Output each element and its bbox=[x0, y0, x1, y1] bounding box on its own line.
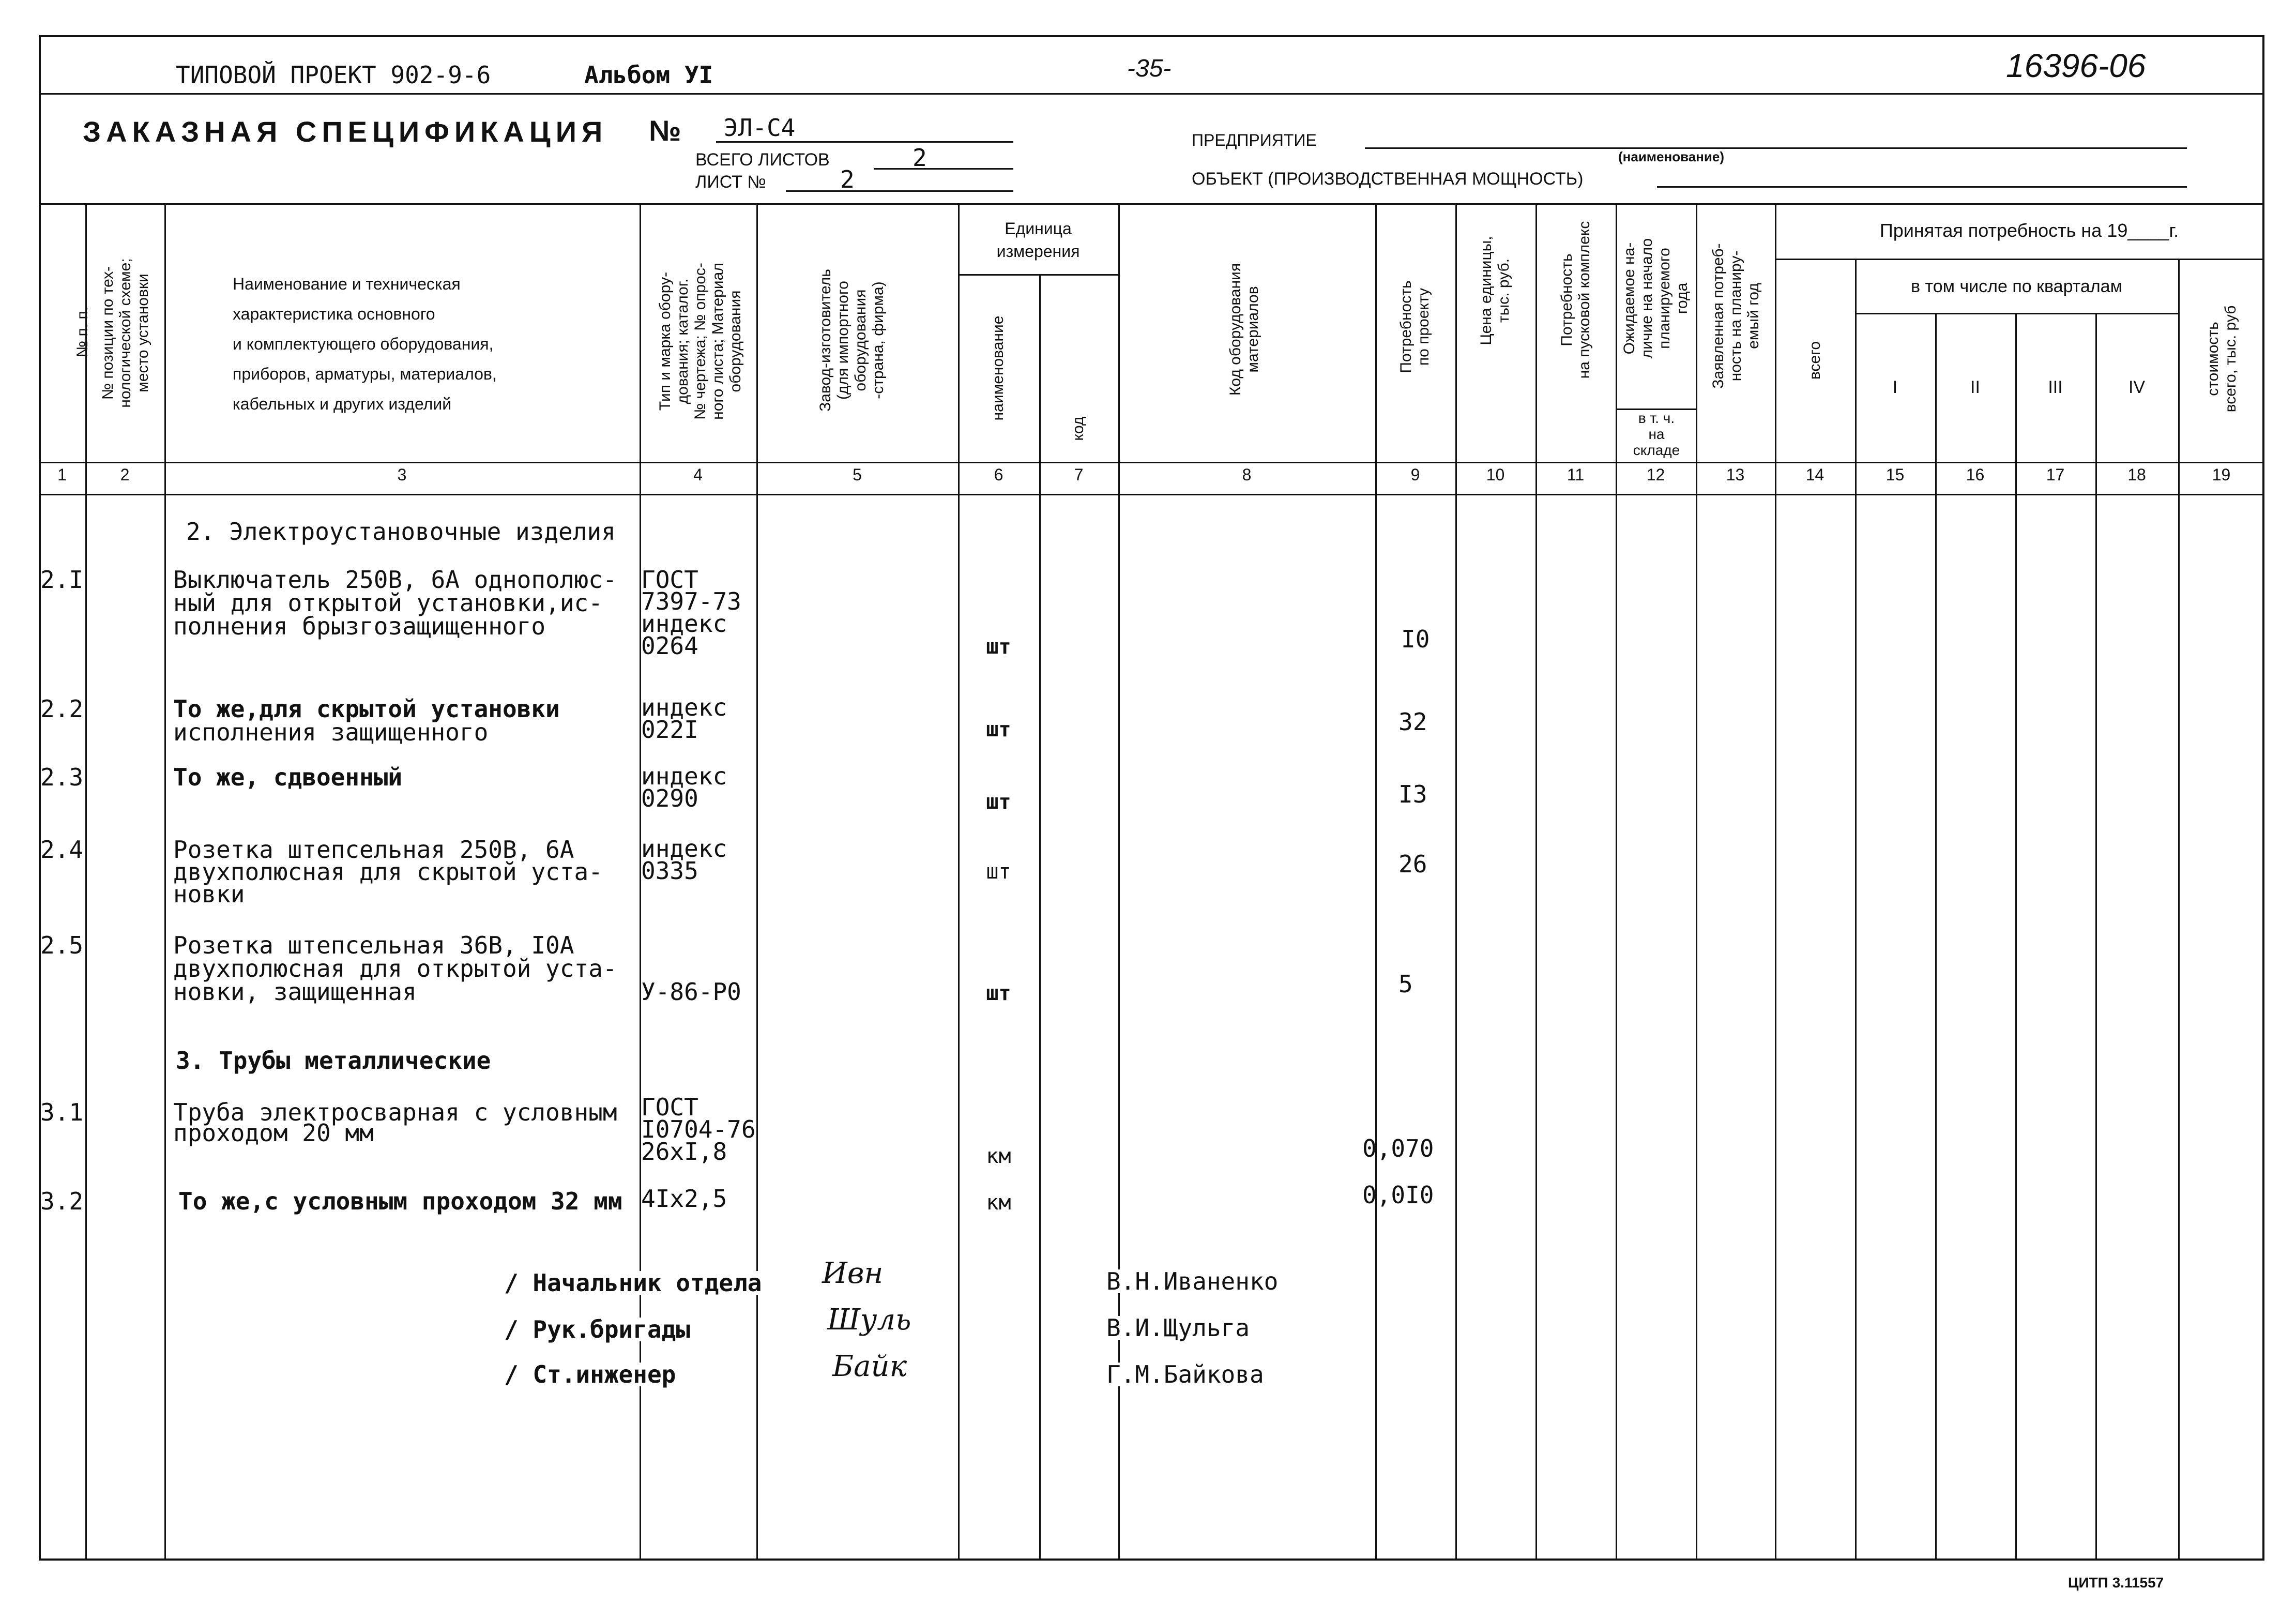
row-2-1-name-3: полнения брызгозащищенного bbox=[173, 612, 546, 640]
row-2-4-name-2: двухполюсная для скрытой уста- bbox=[173, 858, 603, 886]
row-2-2-unit: шт bbox=[986, 718, 1011, 742]
q2-header: II bbox=[1970, 377, 1980, 397]
colnum-14: 14 bbox=[1805, 465, 1824, 484]
unit-group-header: Единица измерения bbox=[996, 219, 1080, 261]
row-3-1-num: 3.1 bbox=[40, 1098, 84, 1126]
row-2-3-name-1: То же, сдвоенный bbox=[173, 763, 403, 791]
row-2-5-unit: шт bbox=[986, 981, 1011, 1005]
sig-handwriting-1: Ивн bbox=[822, 1257, 884, 1290]
row-2-1-type-2: 7397-73 bbox=[641, 587, 741, 615]
total-sheets-value: 2 bbox=[913, 144, 927, 172]
quarters-rule bbox=[1855, 313, 2178, 314]
col-line-14 bbox=[1855, 259, 1857, 1561]
col8-header: Код оборудования материалов bbox=[1227, 263, 1261, 396]
row-2-4-type-2: 0335 bbox=[641, 857, 698, 885]
colnum-19: 19 bbox=[2212, 465, 2231, 484]
naming-note: (наименование) bbox=[1618, 149, 1724, 164]
colnum-1: 1 bbox=[57, 465, 67, 484]
row-2-4-name-1: Розетка штепсельная 250В, 6А bbox=[173, 836, 574, 864]
document-number: 16396-06 bbox=[2006, 47, 2146, 84]
sig-role-1: / Начальник отдела bbox=[504, 1269, 762, 1297]
row-2-2-name-2: исполнения защищенного bbox=[173, 718, 489, 746]
accepted-rule bbox=[1775, 259, 2264, 260]
row-2-1-type-4: 0264 bbox=[641, 632, 698, 660]
accepted-header: Принятая потребность на 19____г. bbox=[1879, 220, 2179, 241]
col-line-2 bbox=[164, 203, 166, 1561]
row-2-1-type-1: ГОСТ bbox=[641, 566, 698, 594]
row-3-1-type-3: 26xI,8 bbox=[641, 1138, 727, 1166]
unit-group-rule bbox=[958, 274, 1118, 276]
section-3-heading: 3. Трубы металлические bbox=[176, 1047, 491, 1075]
enterprise-underline bbox=[1365, 147, 2187, 149]
total-sheets-label: ВСЕГО ЛИСТОВ bbox=[695, 150, 830, 170]
col13-header: Заявленная потреб- ность на планиру- емый год bbox=[1710, 243, 1762, 389]
colnum-16: 16 bbox=[1966, 465, 1985, 484]
col4-header: Тип и марка обору- дования; каталог. № чертежа; № опрос- ного листа; Материал оборудования bbox=[657, 263, 744, 420]
sheet-label: ЛИСТ № bbox=[695, 172, 766, 192]
col6-header: наименование bbox=[990, 315, 1007, 421]
row-3-1-type-1: ГОСТ bbox=[641, 1093, 698, 1121]
section-2-heading: 2. Электроустановочные изделия bbox=[186, 518, 616, 546]
col9-header: Потребность по проекту bbox=[1397, 280, 1432, 373]
col2-header: № позиции по тех- нологической схеме; место установки bbox=[99, 258, 151, 408]
row-2-5-name-3: новки, защищенная bbox=[173, 978, 417, 1006]
row-2-3-unit: шт bbox=[986, 790, 1011, 814]
row-2-3-num: 2.3 bbox=[40, 763, 84, 791]
row-2-2-type-2: 022I bbox=[641, 716, 698, 744]
col7-header: код bbox=[1070, 416, 1087, 441]
quarters-header: в том числе по кварталам bbox=[1911, 277, 2122, 296]
col14-header: всего bbox=[1806, 341, 1823, 380]
q4-header: IV bbox=[2128, 377, 2146, 397]
colnum-9: 9 bbox=[1410, 465, 1420, 484]
row-2-5-qty: 5 bbox=[1398, 970, 1413, 998]
row-2-4-type-1: индекс bbox=[641, 835, 727, 863]
row-3-1-unit: км bbox=[986, 1144, 1011, 1168]
row-2-2-type-1: индекс bbox=[641, 693, 727, 721]
page-number: -35- bbox=[1127, 55, 1172, 82]
row-2-3-type-1: индекс bbox=[641, 762, 727, 790]
title-rule bbox=[39, 203, 2264, 205]
col-line-13 bbox=[1775, 203, 1776, 1561]
col5-header: Завод-изготовитель (для импортного оборудования -страна, фирма) bbox=[817, 269, 887, 412]
spec-title: ЗАКАЗНАЯ СПЕЦИФИКАЦИЯ bbox=[83, 115, 608, 148]
colnum-17: 17 bbox=[2046, 465, 2065, 484]
colnum-6: 6 bbox=[994, 465, 1003, 484]
row-2-5-name-2: двухполюсная для открытой уста- bbox=[173, 955, 617, 982]
total-sheets-underline bbox=[874, 168, 1013, 170]
row-2-1-name-1: Выключатель 250В, 6А однополюс- bbox=[173, 566, 617, 594]
col-line-17 bbox=[2095, 313, 2097, 1561]
row-3-2-name-1: То же,с условным проходом 32 мм bbox=[178, 1187, 622, 1215]
sig-handwriting-2: Шуль bbox=[827, 1303, 911, 1337]
colnum-5: 5 bbox=[853, 465, 862, 484]
sheet-underline bbox=[786, 190, 1013, 192]
object-label: ОБЪЕКТ (ПРОИЗВОДСТВЕННАЯ МОЩНОСТЬ) bbox=[1192, 169, 1584, 189]
row-2-5-type-1: У-86-Р0 bbox=[641, 978, 741, 1006]
row-2-4-qty: 26 bbox=[1398, 850, 1427, 878]
col1-header: № п. п. bbox=[74, 307, 91, 358]
row-3-1-type-2: I0704-76 bbox=[641, 1115, 756, 1143]
spec-no-value: ЭЛ-С4 bbox=[724, 114, 796, 142]
col3-header: Наименование и техническая характеристика основного и комплектующего оборудования, приборов, арматуры, материалов, кабельных и других изделий bbox=[233, 275, 497, 413]
project-title: ТИПОВОЙ ПРОЕКТ 902-9-6 bbox=[176, 61, 491, 89]
header-bottom-rule bbox=[39, 462, 2264, 463]
colnum-12: 12 bbox=[1646, 465, 1665, 484]
colnum-8: 8 bbox=[1242, 465, 1252, 484]
col11-header: Потребность на пусковой комплекс bbox=[1558, 221, 1593, 379]
spec-no-underline bbox=[716, 141, 1013, 143]
row-3-2-unit: км bbox=[986, 1191, 1011, 1215]
row-2-3-type-2: 0290 bbox=[641, 784, 698, 812]
row-2-3-qty: I3 bbox=[1398, 780, 1427, 808]
col19-header: стоимость всего, тыс. руб bbox=[2204, 305, 2239, 413]
album-label: Альбом УI bbox=[584, 61, 713, 89]
enterprise-label: ПРЕДПРИЯТИЕ bbox=[1192, 131, 1317, 149]
object-underline bbox=[1657, 186, 2187, 188]
col-line-11 bbox=[1616, 203, 1617, 1561]
q1-header: I bbox=[1892, 377, 1898, 397]
row-2-1-type-3: индекс bbox=[641, 610, 727, 638]
col10-header: Цена единицы, тыс. руб. bbox=[1478, 236, 1512, 345]
row-2-4-name-3: новки bbox=[173, 880, 245, 908]
footer-stamp: ЦИТП 3.11557 bbox=[2068, 1575, 2164, 1591]
row-2-1-num: 2.I bbox=[40, 566, 84, 594]
row-2-1-unit: шт bbox=[986, 635, 1011, 659]
col-line-7 bbox=[1118, 203, 1120, 1561]
colnum-18: 18 bbox=[2127, 465, 2146, 484]
col12-header: Ожидаемое на- личие на начало планируемого года bbox=[1621, 238, 1691, 359]
row-2-4-unit: шт bbox=[986, 860, 1011, 884]
sig-name-2: В.И.Щульга bbox=[1106, 1314, 1250, 1342]
colnum-11: 11 bbox=[1567, 465, 1585, 484]
colnum-3: 3 bbox=[397, 465, 407, 484]
colnum-bottom-rule bbox=[39, 494, 2264, 495]
row-3-2-type-1: 4Ix2,5 bbox=[641, 1185, 727, 1213]
sheet-value: 2 bbox=[840, 165, 855, 193]
colnum-10: 10 bbox=[1486, 465, 1505, 484]
header-rule bbox=[39, 93, 2264, 95]
row-3-1-name-2: проходом 20 мм bbox=[173, 1119, 374, 1147]
sig-role-2: / Рук.бригады bbox=[504, 1315, 691, 1343]
q3-header: III bbox=[2048, 377, 2063, 397]
col-line-15 bbox=[1935, 313, 1937, 1561]
sig-name-1: В.Н.Иваненко bbox=[1106, 1267, 1279, 1295]
sig-handwriting-3: Байк bbox=[832, 1350, 907, 1383]
row-3-2-qty: 0,0I0 bbox=[1362, 1181, 1434, 1209]
colnum-13: 13 bbox=[1726, 465, 1745, 484]
sig-role-3: / Ст.инженер bbox=[504, 1360, 676, 1388]
colnum-7: 7 bbox=[1074, 465, 1084, 484]
col-line-16 bbox=[2015, 313, 2017, 1561]
col-line-8 bbox=[1375, 203, 1377, 1561]
col12-sub-header: в т. ч. на складе bbox=[1633, 410, 1680, 458]
row-3-1-name-1: Труба электросварная с условным bbox=[173, 1098, 617, 1126]
row-2-2-qty: 32 bbox=[1398, 708, 1427, 736]
col-line-12 bbox=[1696, 203, 1697, 1561]
spec-no-label: № bbox=[649, 114, 681, 147]
colnum-15: 15 bbox=[1886, 465, 1905, 484]
row-3-1-qty: 0,070 bbox=[1362, 1134, 1434, 1162]
row-2-4-num: 2.4 bbox=[40, 836, 84, 864]
col-line-4 bbox=[756, 203, 758, 1561]
colnum-2: 2 bbox=[120, 465, 130, 484]
row-2-1-name-2: ный для открытой установки,ис- bbox=[173, 589, 603, 617]
row-2-5-num: 2.5 bbox=[40, 931, 84, 959]
sig-name-3: Г.М.Байкова bbox=[1106, 1360, 1264, 1388]
row-2-2-num: 2.2 bbox=[40, 695, 84, 723]
col-line-18 bbox=[2178, 259, 2180, 1561]
row-2-2-name-1: То же,для скрытой установки bbox=[173, 695, 560, 723]
row-2-1-qty: I0 bbox=[1401, 625, 1430, 653]
col-line-9 bbox=[1455, 203, 1457, 1561]
colnum-4: 4 bbox=[693, 465, 703, 484]
row-3-2-num: 3.2 bbox=[40, 1187, 84, 1215]
col-line-10 bbox=[1535, 203, 1537, 1561]
row-2-5-name-1: Розетка штепсельная 36В, I0А bbox=[173, 931, 574, 959]
